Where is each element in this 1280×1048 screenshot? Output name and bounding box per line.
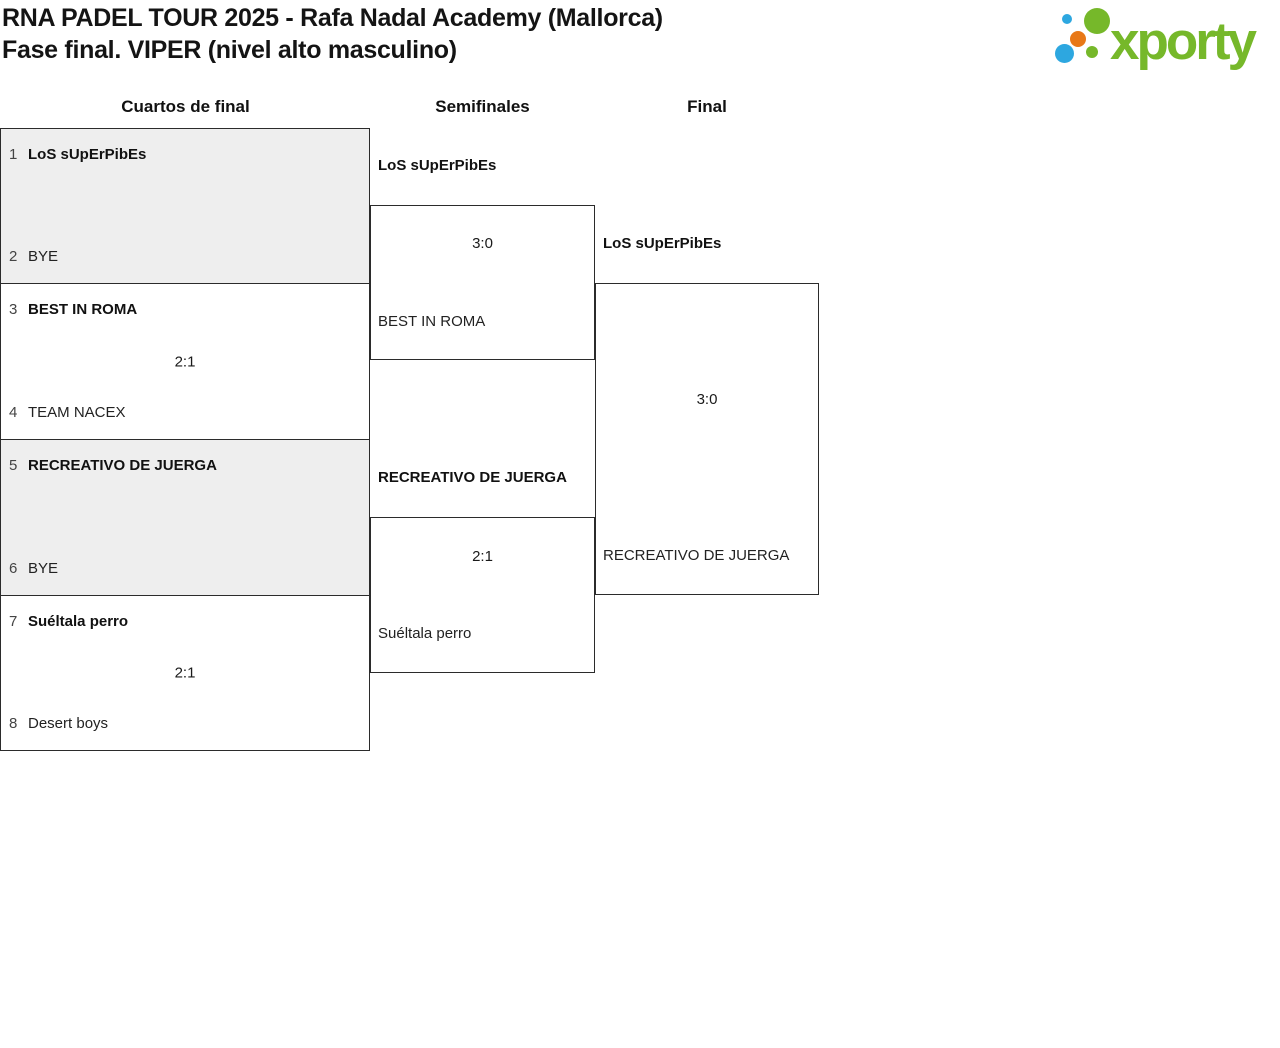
logo-wordmark: xporty (1110, 12, 1254, 71)
quarterfinal-match-4 (0, 595, 370, 751)
team-name: Suéltala perro (28, 613, 129, 630)
seed-number: 6 (9, 560, 18, 577)
semifinal-match-2-box (370, 517, 595, 673)
seed-number: 1 (9, 146, 18, 163)
match-score: 2:1 (174, 353, 196, 370)
seed-number: 2 (9, 248, 18, 265)
logo-dot-green-small-icon (1086, 46, 1098, 58)
quarterfinal-match-2 (0, 283, 370, 440)
team-row (9, 143, 361, 167)
semifinal-match-1-box (370, 205, 595, 360)
team-name: RECREATIVO DE JUERGA (378, 469, 567, 486)
column-header-semifinales: Semifinales (435, 97, 530, 116)
logo-dot-blue-large-icon (1055, 44, 1074, 63)
team-row (9, 712, 361, 736)
team-name: BYE (28, 248, 59, 265)
team-row (9, 245, 361, 269)
column-header-cuartos-de-final: Cuartos de final (121, 97, 250, 116)
xporty-logo[interactable] (1048, 0, 1280, 80)
quarterfinal-match-3 (0, 439, 370, 596)
team-name: Desert boys (28, 715, 109, 732)
page-title (2, 2, 663, 66)
team-name: BYE (28, 560, 59, 577)
page-title-line2: Fase final. VIPER (nivel alto masculino) (2, 36, 457, 64)
team-name: RECREATIVO DE JUERGA (28, 457, 217, 474)
team-row (9, 557, 361, 581)
seed-number: 5 (9, 457, 18, 474)
logo-dot-green-large-icon (1084, 8, 1110, 34)
logo-dot-blue-small-icon (1062, 14, 1072, 24)
match-score: 3:0 (696, 391, 718, 408)
match-score: 3:0 (472, 235, 493, 252)
seed-number: 7 (9, 613, 18, 630)
team-row (9, 298, 361, 322)
match-score: 2:1 (174, 664, 196, 682)
seed-number: 3 (9, 301, 18, 318)
team-name: BEST IN ROMA (378, 313, 486, 330)
quarterfinal-match-1 (0, 128, 370, 284)
team-row (9, 610, 361, 634)
team-name: LoS sUpErPibEs (378, 157, 497, 174)
team-name: LoS sUpErPibEs (28, 146, 147, 163)
match-score: 2:1 (472, 548, 493, 565)
seed-number: 8 (9, 715, 18, 732)
seed-number: 4 (9, 404, 18, 421)
column-header-final: Final (687, 97, 727, 116)
team-name: LoS sUpErPibEs (603, 235, 722, 252)
team-name: TEAM NACEX (28, 404, 126, 421)
team-row (9, 454, 361, 478)
page-title-line1: RNA PADEL TOUR 2025 - Rafa Nadal Academy (Mallorca) (2, 4, 663, 32)
team-name: BEST IN ROMA (28, 301, 138, 318)
team-name: RECREATIVO DE JUERGA (603, 547, 790, 564)
team-row (9, 401, 361, 425)
team-name: Suéltala perro (378, 625, 472, 642)
logo-dot-orange-icon (1070, 31, 1086, 47)
